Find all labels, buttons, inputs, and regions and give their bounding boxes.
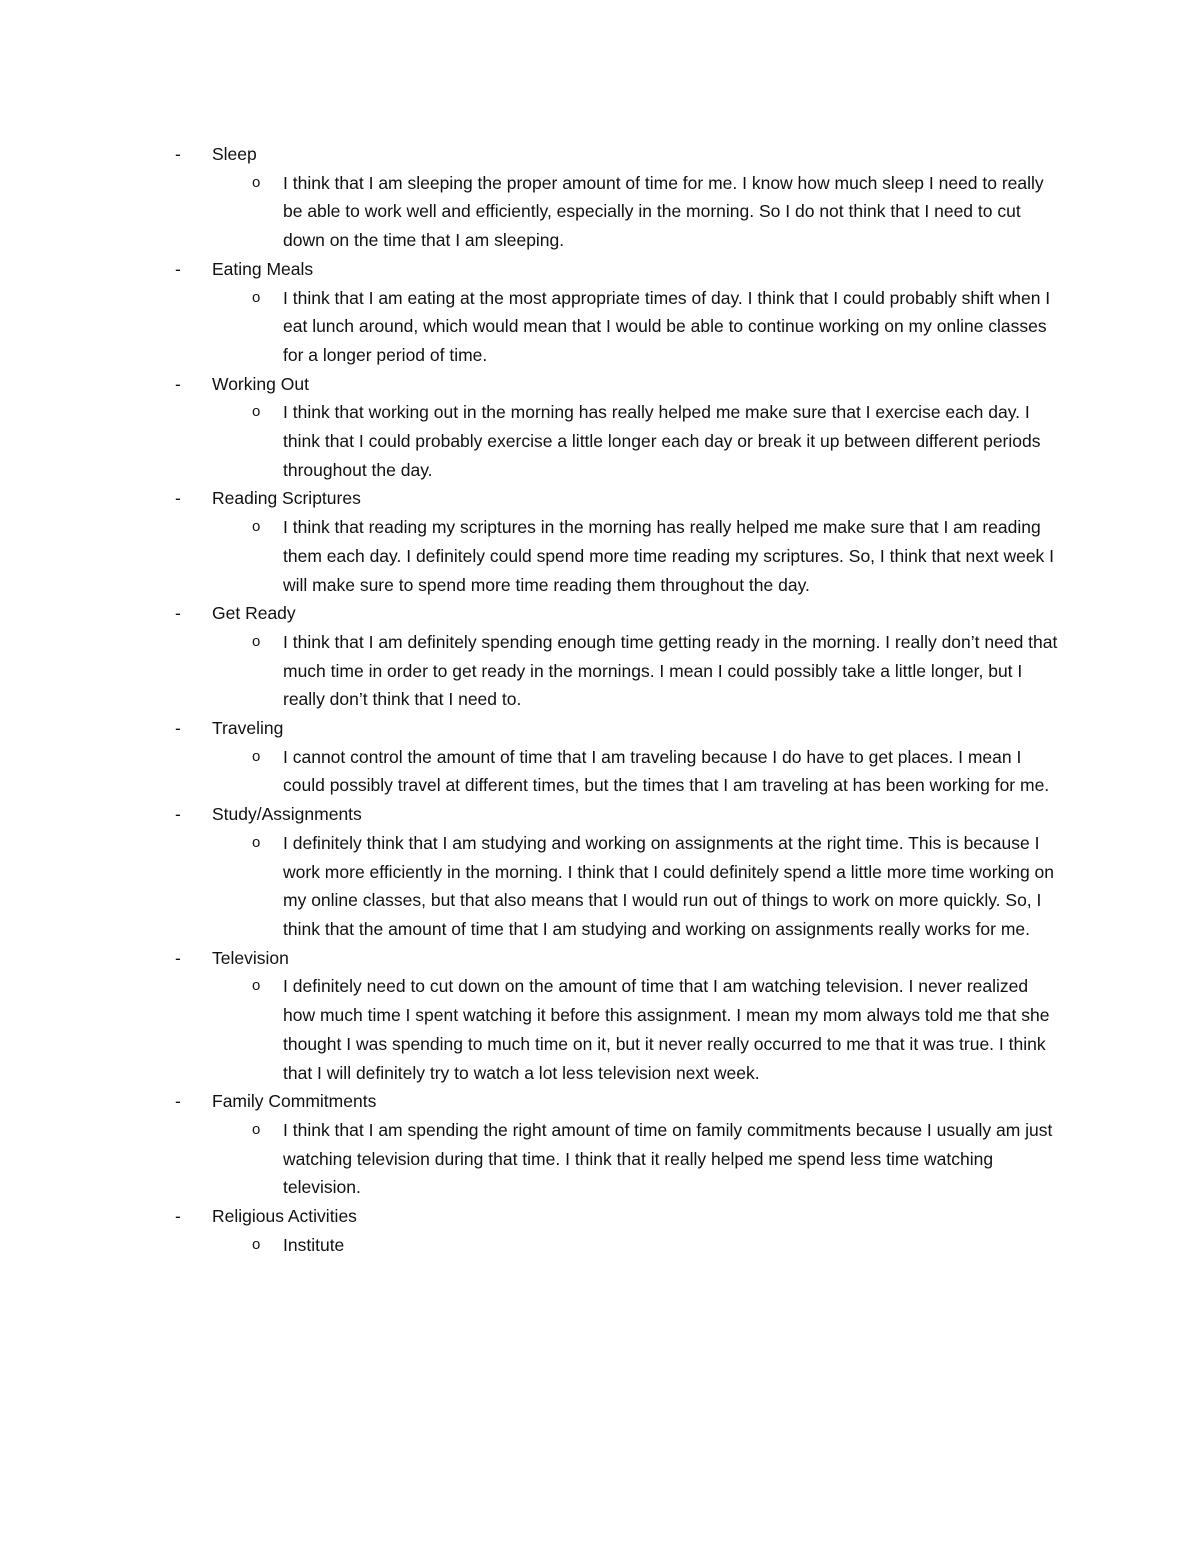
detail-eating-meals xyxy=(175,284,1075,370)
circle-bullet-marker: o xyxy=(252,632,261,650)
topic-label: Religious Activities xyxy=(212,1206,357,1227)
dash-marker: - xyxy=(175,804,181,825)
topic-label: Working Out xyxy=(212,373,309,394)
topic-religious-activities xyxy=(175,1202,1075,1231)
topic-label: Get Ready xyxy=(212,603,296,624)
circle-bullet-marker: o xyxy=(252,977,261,995)
detail-reading-scriptures xyxy=(175,513,1075,599)
topic-reading-scriptures xyxy=(175,484,1075,513)
topic-eating-meals xyxy=(175,255,1075,284)
circle-bullet-marker: o xyxy=(252,833,261,851)
detail-text: I definitely need to cut down on the amount of time that I am watching television. I never realized how much time I spent watching it before this assignment. I mean my mom always told me that she thought I was spending to much time on it, but it never really occurred to me that it was true. I think that I will definitely try to watch a lot less television next week. xyxy=(283,976,1050,1083)
dash-marker: - xyxy=(175,373,181,394)
dash-marker: - xyxy=(175,258,181,279)
detail-television xyxy=(175,972,1075,1087)
topic-get-ready xyxy=(175,599,1075,628)
detail-text: Institute xyxy=(283,1234,345,1255)
dash-marker: - xyxy=(175,1091,181,1112)
dash-marker: - xyxy=(175,144,181,164)
topic-sleep xyxy=(175,140,1075,169)
dash-marker: - xyxy=(175,1206,181,1227)
topic-label: Television xyxy=(212,947,289,968)
detail-study-assignments xyxy=(175,829,1075,944)
detail-traveling xyxy=(175,743,1075,800)
detail-text: I definitely think that I am studying and working on assignments at the right time. This is because I work more efficiently in the morning. I think that I could definitely spend a little more time working on my online classes, but that also means that I would run out of things to work on more quickly. So, I think that the amount of time that I am studying and working on assignments really works for me. xyxy=(283,832,1055,939)
detail-family-commitments xyxy=(175,1116,1075,1202)
time-reflection-outline xyxy=(175,140,1075,1259)
detail-get-ready xyxy=(175,628,1075,714)
circle-bullet-marker: o xyxy=(252,173,261,191)
topic-label: Family Commitments xyxy=(212,1091,377,1112)
topic-label: Traveling xyxy=(212,718,284,739)
circle-bullet-marker: o xyxy=(252,747,261,765)
topic-label: Study/Assignments xyxy=(212,804,362,825)
detail-text: I think that reading my scriptures in the morning has really helped me make sure that I am reading them each day. I definitely could spend more time reading my scriptures. So, I think that next week I will make sure to spend more time reading them throughout the day. xyxy=(283,517,1055,595)
dash-marker: - xyxy=(175,718,181,739)
detail-working-out xyxy=(175,398,1075,484)
dash-marker: - xyxy=(175,947,181,968)
detail-text: I think that working out in the morning has really helped me make sure that I exercise each day. I think that I could probably exercise a little longer each day or break it up between different periods throughout the day. xyxy=(283,402,1041,480)
circle-bullet-marker: o xyxy=(252,1235,261,1253)
detail-text: I think that I am eating at the most appropriate times of day. I think that I could probably shift when I eat lunch around, which would mean that I would be able to continue working on my online classes for a longer period of time. xyxy=(283,287,1051,365)
topic-label: Sleep xyxy=(212,144,257,164)
circle-bullet-marker: o xyxy=(252,518,261,536)
dash-marker: - xyxy=(175,603,181,624)
detail-text: I think that I am definitely spending enough time getting ready in the morning. I really don’t need that much time in order to get ready in the mornings. I mean I could possibly take a little longer, but I really don’t think that I need to. xyxy=(283,631,1058,710)
topic-label: Eating Meals xyxy=(212,258,314,279)
topic-label: Reading Scriptures xyxy=(212,488,361,509)
detail-text: I think that I am sleeping the proper amount of time for me. I know how much sleep I need to really be able to work well and efficiently, especially in the morning. So I do not think that I need to cut down on the time that I am sleeping. xyxy=(283,172,1044,251)
detail-religious-activities xyxy=(175,1231,1075,1260)
topic-traveling xyxy=(175,714,1075,743)
detail-text: I think that I am spending the right amount of time on family commitments because I usually am just watching television during that time. I think that it really helped me spend less time watching television. xyxy=(283,1119,1053,1198)
detail-sleep xyxy=(175,169,1075,255)
topic-family-commitments xyxy=(175,1087,1075,1116)
topic-study-assignments xyxy=(175,800,1075,829)
circle-bullet-marker: o xyxy=(252,288,261,306)
detail-text: I cannot control the amount of time that I am traveling because I do have to get places. I mean I could possibly travel at different times, but the times that I am traveling at has been working for me. xyxy=(283,746,1050,796)
circle-bullet-marker: o xyxy=(252,403,261,421)
dash-marker: - xyxy=(175,488,181,509)
circle-bullet-marker: o xyxy=(252,1120,261,1138)
topic-working-out xyxy=(175,370,1075,399)
topic-television xyxy=(175,944,1075,973)
